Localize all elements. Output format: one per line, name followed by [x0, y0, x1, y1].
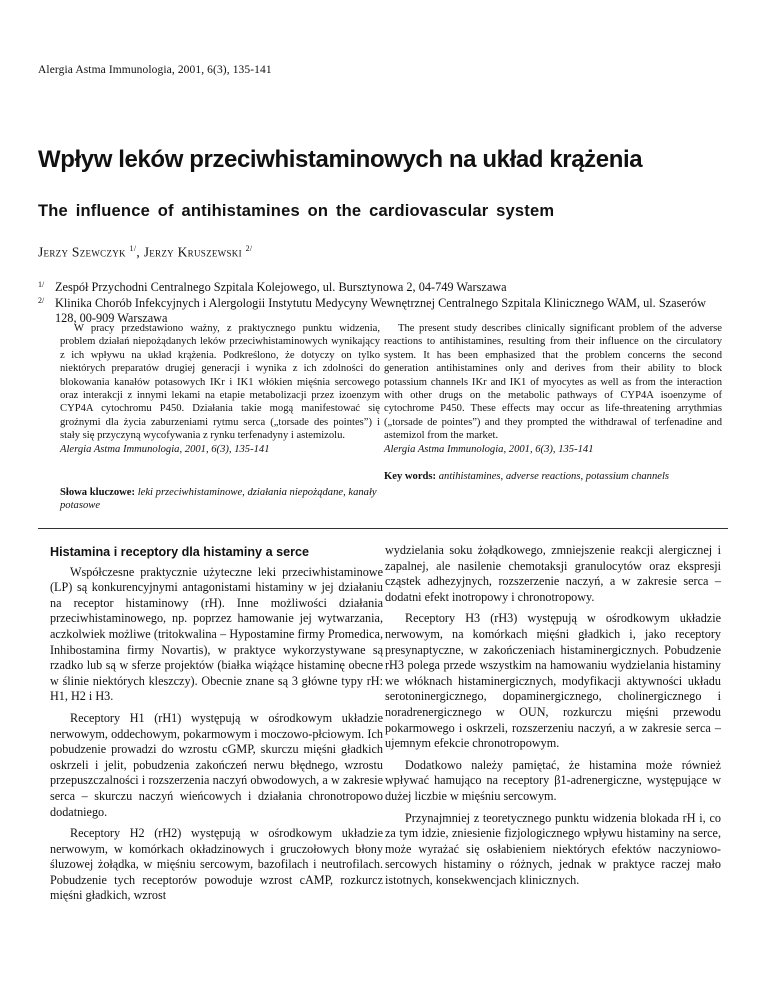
title-english: The influence of antihistamines on the cardiovascular system	[38, 202, 555, 220]
abstract-polish	[60, 322, 380, 456]
body-paragraph: Współczesne praktycznie użyteczne leki przeciwhistaminowe (LP) są konkurencyjnymi antagonistami histaminy w jej działaniu na receptor histaminowy (rH). Inne możliwości działania przeciwhistaminowego, np. poprzez hamowanie jej wytwarzania, aczkolwiek możliwe (tritokwalina – Hypostamine firmy Promedica, Inhibostamina firmy Novartis), w praktyce wykorzystywane są rzadko lub są w sferze projektów (białka wiążące histaminę obecne w ślinie niektórych kleszczy). Obecnie znane są 3 główne typy rH: H1, H2 i H3.	[50, 564, 383, 704]
author-1-name: Jerzy Szewczyk	[38, 244, 126, 260]
abstract-polish-text: W pracy przedstawiono ważny, z praktycznego punktu widzenia, problem działań niepożądanych leków przeciwhistaminowych wynikający z ich wpływu na układ krążenia. Podkreślono, że dotyczy on tylko niektórych preparatów drugiej generacji i wynika z ich zdolności do blokowania kanałów potasowych IKr i IK1 włókien mięśnia sercowego oraz interakcji z innymi lekami na etapie metabolizacji przez izoenzym CYP4A cytochromu P450. Działania takie mogą manifestować się groźnymi dla życia zaburzeniami rytmu serca („torsade des pointes”) i stały się przyczyną wycofywania z rynku terfenadyny i astemizolu.	[60, 323, 380, 442]
section-heading: Histamina i receptory dla histaminy a serce	[50, 545, 309, 559]
keywords-english-label: Key words:	[384, 471, 437, 482]
abstract-polish-citation: Alergia Astma Immunologia, 2001, 6(3), 135-141	[60, 443, 270, 455]
keywords-polish-text: leki przeciwhistaminowe, działania niepożądane, kanały potasowe	[60, 487, 377, 512]
keywords-english	[384, 470, 724, 483]
abstract-english-text: The present study describes clinically significant problem of the adverse reactions to antihistamines, resulting from their influence on the circulatory system. It has been emphasized that the problem concerns the second generation antihistamines only and derives from their ability to block potassium channels IKr and IK1 of myocytes as well as from the interaction with other drugs on the metabolic pathways of CYP4A isoenzyme of cytochrome P450. These effects may occur as life-threatening arrythmias („torsade de pointes”) and they prompted the withdrawal of terfenadine and astemizol from the market.	[384, 323, 722, 442]
affiliation-2-number: 2/	[38, 296, 45, 305]
abstract-english	[384, 322, 722, 456]
author-2-affiliation-mark: 2/	[245, 244, 253, 253]
body-paragraph: Dodatkowo należy pamiętać, że histamina może również wpływać hamująco na receptory β1-adrenergiczne, występujące w dużej liczbie w mięśniu sercowym.	[385, 757, 721, 803]
affiliation-1-text: Zespół Przychodni Centralnego Szpitala Kolejowego, ul. Bursztynowa 2, 04-749 Warszawa	[55, 280, 507, 294]
body-paragraph: Receptory H1 (rH1) występują w ośrodkowym układzie nerwowym, oddechowym, pokarmowym i moczowo-płciowym. Ich pobudzenie prowadzi do wzrostu cGMP, skurczu mięśni gładkich oskrzeli i jelit, pobudzenia zakończeń nerwu błędnego, wzrostu przepuszczalności i rozszerzenia naczyń obwodowych, a w zakresie serca – skurczu naczyń wieńcowych i działania chronotropowo dodatniego.	[50, 710, 383, 819]
title-polish: Wpływ leków przeciwhistaminowych na układ krążenia	[38, 146, 643, 173]
body-column-left	[50, 545, 383, 910]
keywords-english-text: antihistamines, adverse reactions, potassium channels	[438, 471, 670, 482]
keywords-polish	[60, 486, 378, 513]
body-paragraph: Receptory H3 (rH3) występują w ośrodkowym układzie nerwowym, na komórkach mięśni gładkich i, jako receptory presynaptyczne, w zakończeniach histaminergicznych. Pobudzenie rH3 polega przede wszystkim na hamowaniu wydzielania histaminy we włóknach histaminergicznych, modyfikacji aktywności układu serotoninergicznego, dopaminergicznego, cholinergicznego i noradrenergicznego w OUN, rozkurczu mięśni przewodu pokarmowego i oskrzeli, rozszerzeniu naczyń, a w zakresie serca – ujemnym efekcie chronotropowym.	[385, 611, 721, 751]
keywords-polish-label: Słowa kluczowe:	[60, 487, 136, 498]
body-column-right	[385, 543, 721, 894]
author-1-affiliation-mark: 1/	[129, 244, 137, 253]
affiliation-1-number: 1/	[38, 280, 45, 289]
body-paragraph: wydzielania soku żołądkowego, zmniejszenie reakcji alergicznej i zapalnej, ale nasilenie chemotaksji granulocytów oraz ekspresji cząstek adhezyjnych, rozszerzenie naczyń, a w zakresie serca – dodatni efekt inotropowy i chronotropowy.	[385, 543, 721, 604]
author-2-name: Jerzy Kruszewski	[143, 244, 242, 260]
affiliation-2-text: Klinika Chorób Infekcyjnych i Alergologii Instytutu Medycyny Wewnętrznej Centralnego Szpitala Klinicznego WAM, ul. Szaserów 128, 00-909 Warszawa	[55, 296, 706, 325]
affiliation-1	[38, 280, 728, 295]
author-separator: ,	[136, 244, 144, 260]
journal-reference: Alergia Astma Immunologia, 2001, 6(3), 135-141	[38, 64, 272, 76]
abstract-english-citation: Alergia Astma Immunologia, 2001, 6(3), 135-141	[384, 443, 594, 455]
section-divider	[38, 528, 728, 529]
author-line	[38, 244, 252, 261]
body-paragraph: Receptory H2 (rH2) występują w ośrodkowym układzie nerwowym, w komórkach okładzinowych i gruczołowych błony śluzowej żołądka, w mięśniu sercowym, bazofilach i neutrofilach. Pobudzenie tych receptorów powoduje wzrost cAMP, rozkurcz mięśni gładkich, wzrost	[50, 826, 383, 903]
body-paragraph: Przynajmniej z teoretycznego punktu widzenia blokada rH i, co za tym idzie, zniesienie fizjologicznego wpływu histaminy na serce, może wyrażać się osłabieniem niektórych efektów naczyniowo-sercowych histaminy o różnych, jednak w praktyce raczej mało istotnych, konsekwencjach klinicznych.	[385, 810, 721, 887]
